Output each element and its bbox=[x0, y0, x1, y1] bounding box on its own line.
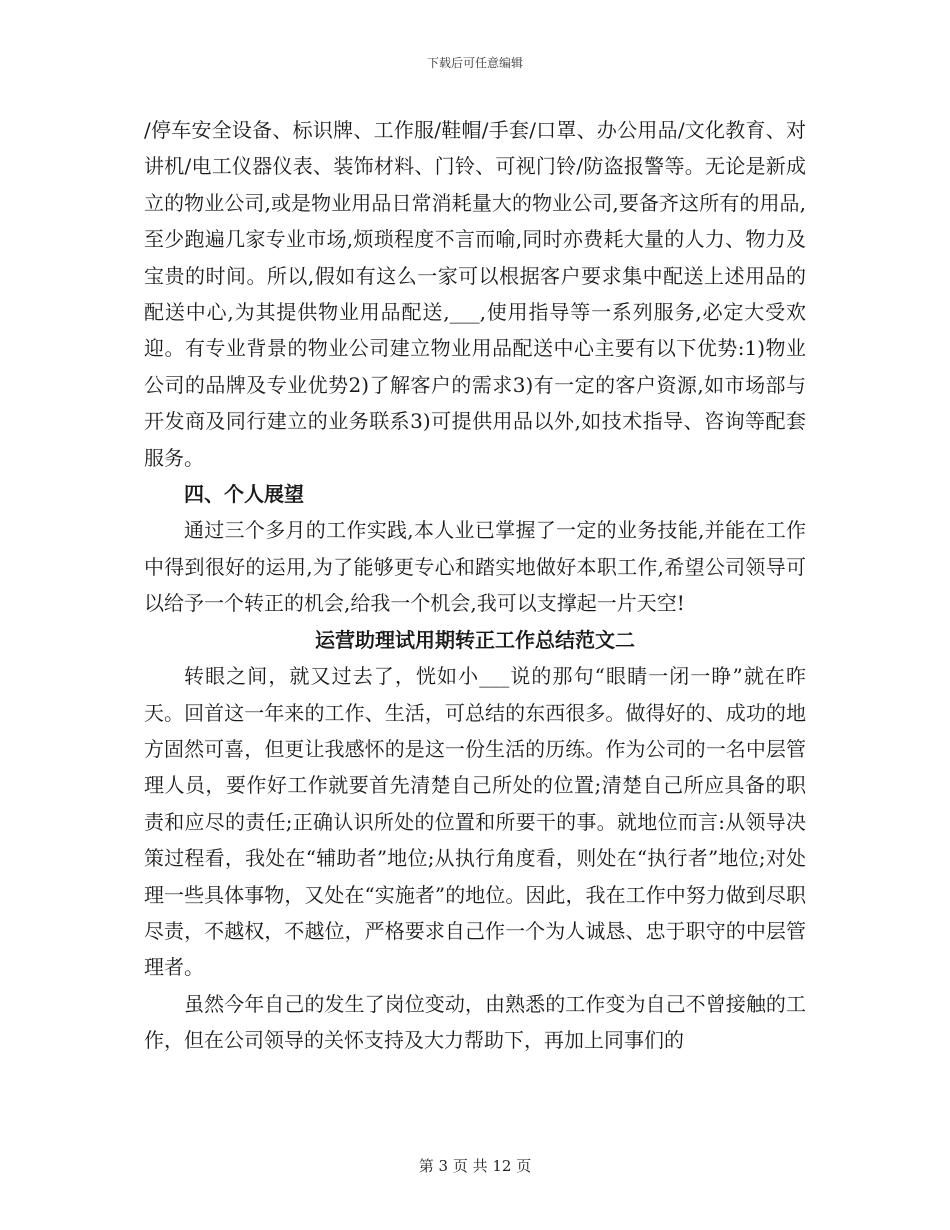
article-title-2: 运营助理试用期转正工作总结范文二 bbox=[315, 627, 635, 652]
document-body bbox=[144, 112, 806, 1059]
section-heading-outlook: 四、个人展望 bbox=[184, 482, 304, 507]
paragraph-outlook: 通过三个多月的工作实践,本人业已掌握了一定的业务技能,并能在工作中得到很好的运用,为了能够更专心和踏实地做好本职工作,希望公司领导可以给予一个转正的机会,给我一个机会,我可以支撑起一片天空! bbox=[144, 518, 806, 616]
page-header: 下载后可任意编辑 bbox=[426, 56, 523, 70]
paragraph-supplies: /停车安全设备、标识牌、工作服/鞋帽/手套/口罩、办公用品/文化教育、对讲机/电工仪器仪表、装饰材料、门铃、可视门铃/防盗报警等。无论是新成立的物业公司,或是物业用品日常消耗量大的物业公司,要备齐这所有的用品,至少跑遍几家专业市场,烦琐程度不言而喻,同时亦费耗大量的人力、物力及宝贵的时间。所以,假如有这么一家可以根据客户要求集中配送上述用品的配送中心,为其提供物业用品配送,___,使用指导等一系列服务,必定大受欢迎。有专业背景的物业公司建立物业用品配送中心主要有以下优势:1)物业公司的品牌及专业优势2)了解客户的需求3)有一定的客户资源,如市场部与开发商及同行建立的业务联系3)可提供用品以外,如技术指导、咨询等配套服务。 bbox=[144, 118, 806, 470]
paragraph-review: 转眼之间，就又过去了，恍如小___说的那句“眼睛一闭一睁”就在昨天。回首这一年来的工作、生活，可总结的东西很多。做得好的、成功的地方固然可喜，但更让我感怀的是这一份生活的历练。作为公司的一名中层管理人员，要作好工作就要首先清楚自己所处的位置;清楚自己所应具备的职责和应尽的责任;正确认识所处的位置和所要干的事。就地位而言:从领导决策过程看，我处在“辅助者”地位;从执行角度看，则处在“执行者”地位;对处理一些具体事物，又处在“实施者”的地位。因此，我在工作中努力做到尽职尽责，不越权，不越位，严格要求自己作一个为人诚恳、忠于职守的中层管理者。 bbox=[144, 664, 806, 980]
paragraph-job-change: 虽然今年自己的发生了岗位变动，由熟悉的工作变为自己不曾接触的工作，但在公司领导的关怀支持及大力帮助下，再加上同事们的 bbox=[144, 991, 806, 1053]
page-footer: 第 3 页 共 12 页 bbox=[418, 1157, 532, 1175]
